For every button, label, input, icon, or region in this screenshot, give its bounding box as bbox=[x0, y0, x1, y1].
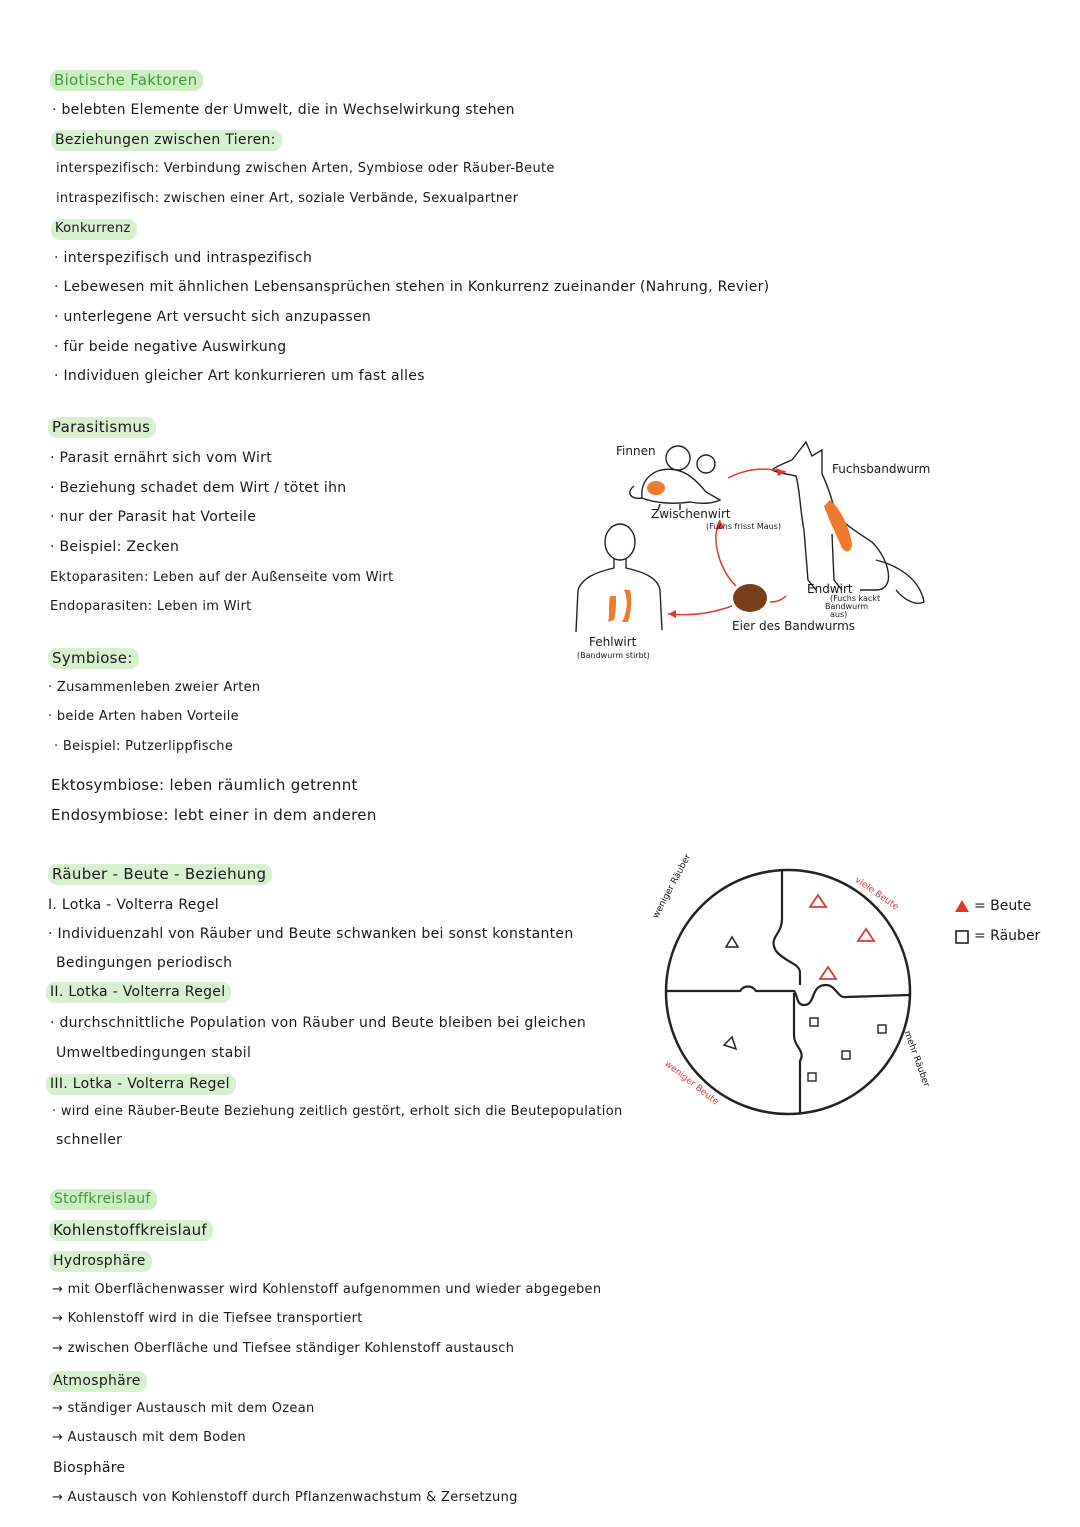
list-item: · nur der Parasit hat Vorteile bbox=[50, 509, 257, 525]
list-item: → Austausch mit dem Boden bbox=[52, 1430, 246, 1445]
legend-prey-icon bbox=[954, 899, 970, 913]
list-item: → ständiger Austausch mit dem Ozean bbox=[52, 1401, 315, 1416]
legend-raeuber-label: = Räuber bbox=[974, 928, 1041, 944]
subheading-beziehungen: Beziehungen zwischen Tieren: bbox=[51, 130, 282, 151]
label-endwirt-note: (Fuchs kackt bbox=[830, 594, 881, 603]
text-line: schneller bbox=[56, 1132, 123, 1148]
text-line: Bedingungen periodisch bbox=[56, 955, 233, 971]
list-item: · Parasit ernährt sich vom Wirt bbox=[50, 450, 273, 466]
legend-predator-icon bbox=[955, 930, 969, 944]
label-zwischenwirt: Zwischenwirt bbox=[651, 507, 731, 521]
list-item: · Zusammenleben zweier Arten bbox=[48, 680, 261, 695]
text-line: · Individuenzahl von Räuber und Beute schwanken bei sonst konstanten bbox=[48, 926, 574, 942]
label-zwischenwirt-note: (Fuchs frisst Maus) bbox=[706, 522, 782, 531]
list-item: · beide Arten haben Vorteile bbox=[48, 709, 239, 724]
subheading-biosphaere: Biosphäre bbox=[49, 1458, 131, 1479]
text-line: · wird eine Räuber-Beute Beziehung zeitlich gestört, erholt sich die Beutepopulation bbox=[52, 1104, 623, 1119]
list-item: · Beispiel: Putzerlippfische bbox=[54, 739, 234, 754]
subheading-hydrosphaere: Hydrosphäre bbox=[49, 1251, 152, 1272]
heading-stoffkreislauf: Stoffkreislauf bbox=[50, 1189, 157, 1210]
predator-squares bbox=[808, 1018, 886, 1081]
label-finnen: Finnen bbox=[616, 444, 656, 458]
list-item: → mit Oberflächenwasser wird Kohlenstoff aufgenommen und wieder abgegeben bbox=[52, 1282, 602, 1297]
list-item: · Lebewesen mit ähnlichen Lebensansprüchen stehen in Konkurrenz zueinander (Nahrung, Revier) bbox=[54, 279, 770, 295]
text-ektosymbiose: Ektosymbiose: leben räumlich getrennt bbox=[51, 776, 358, 794]
legend-beute-label: = Beute bbox=[974, 898, 1032, 914]
label-viele-beute: viele Beute bbox=[852, 875, 901, 913]
text-interspezifisch: interspezifisch: Verbindung zwischen Arten, Symbiose oder Räuber-Beute bbox=[56, 161, 555, 176]
label-endwirt-note: Bandwurm bbox=[825, 602, 869, 611]
text-line: · belebten Elemente der Umwelt, die in Wechselwirkung stehen bbox=[52, 102, 515, 118]
list-item: · interspezifisch und intraspezifisch bbox=[54, 250, 313, 266]
list-item: → Austausch von Kohlenstoff durch Pflanzenwachstum & Zersetzung bbox=[52, 1490, 518, 1505]
lifecycle-arrows bbox=[668, 469, 786, 615]
text-intraspezifisch: intraspezifisch: zwischen einer Art, soziale Verbände, Sexualpartner bbox=[56, 191, 519, 206]
text-line: Umweltbedingungen stabil bbox=[56, 1045, 252, 1061]
text-endosymbiose: Endosymbiose: lebt einer in dem anderen bbox=[51, 806, 377, 824]
text-line: · durchschnittliche Population von Räuber und Beute bleiben bei gleichen bbox=[50, 1015, 587, 1031]
prey-markers bbox=[810, 895, 874, 979]
tapeworm-egg bbox=[733, 584, 767, 612]
list-item: → zwischen Oberfläche und Tiefsee ständiger Kohlenstoff austausch bbox=[52, 1341, 515, 1356]
label-fuchsbandwurm: Fuchsbandwurm bbox=[832, 462, 931, 476]
text-ektoparasiten: Ektoparasiten: Leben auf der Außenseite vom Wirt bbox=[50, 570, 394, 585]
rule-title: II. Lotka - Volterra Regel bbox=[46, 982, 231, 1003]
rule-title: III. Lotka - Volterra Regel bbox=[46, 1074, 236, 1095]
text-endoparasiten: Endoparasiten: Leben im Wirt bbox=[50, 599, 252, 614]
label-fehlwirt-note: (Bandwurm stirbt) bbox=[577, 651, 650, 660]
list-item: → Kohlenstoff wird in die Tiefsee transportiert bbox=[52, 1311, 363, 1326]
subheading-kohlenstoffkreislauf: Kohlenstoffkreislauf bbox=[49, 1220, 213, 1241]
label-eier: Eier des Bandwurms bbox=[732, 619, 856, 633]
list-item: · unterlegene Art versucht sich anzupassen bbox=[54, 309, 372, 325]
rule-title: I. Lotka - Volterra Regel bbox=[48, 897, 219, 913]
heading-parasitismus: Parasitismus bbox=[48, 417, 156, 438]
heading-symbiose: Symbiose: bbox=[48, 648, 139, 669]
heading-raeuber-beute: Räuber - Beute - Beziehung bbox=[48, 864, 272, 885]
list-item: · Beziehung schadet dem Wirt / tötet ihn bbox=[50, 480, 347, 496]
tapeworm-in-human bbox=[608, 596, 616, 622]
label-endwirt: Endwirt bbox=[807, 582, 853, 596]
predator-markers bbox=[724, 937, 738, 1049]
label-mehr-raeuber: mehr Räuber bbox=[901, 1029, 932, 1089]
larva-in-mouse bbox=[647, 481, 665, 495]
label-fehlwirt: Fehlwirt bbox=[589, 635, 637, 649]
subheading-atmosphaere: Atmosphäre bbox=[49, 1371, 147, 1392]
label-endwirt-note: aus) bbox=[830, 610, 848, 619]
list-item: · für beide negative Auswirkung bbox=[54, 339, 287, 355]
label-weniger-beute: weniger Beute bbox=[662, 1059, 721, 1108]
label-weniger-raeuber: weniger Räuber bbox=[651, 852, 694, 921]
heading-biotische-faktoren: Biotische Faktoren bbox=[50, 70, 203, 91]
subheading-konkurrenz: Konkurrenz bbox=[51, 219, 137, 240]
human-drawing bbox=[576, 524, 662, 632]
list-item: · Beispiel: Zecken bbox=[50, 539, 180, 555]
list-item: · Individuen gleicher Art konkurrieren um fast alles bbox=[54, 368, 425, 384]
